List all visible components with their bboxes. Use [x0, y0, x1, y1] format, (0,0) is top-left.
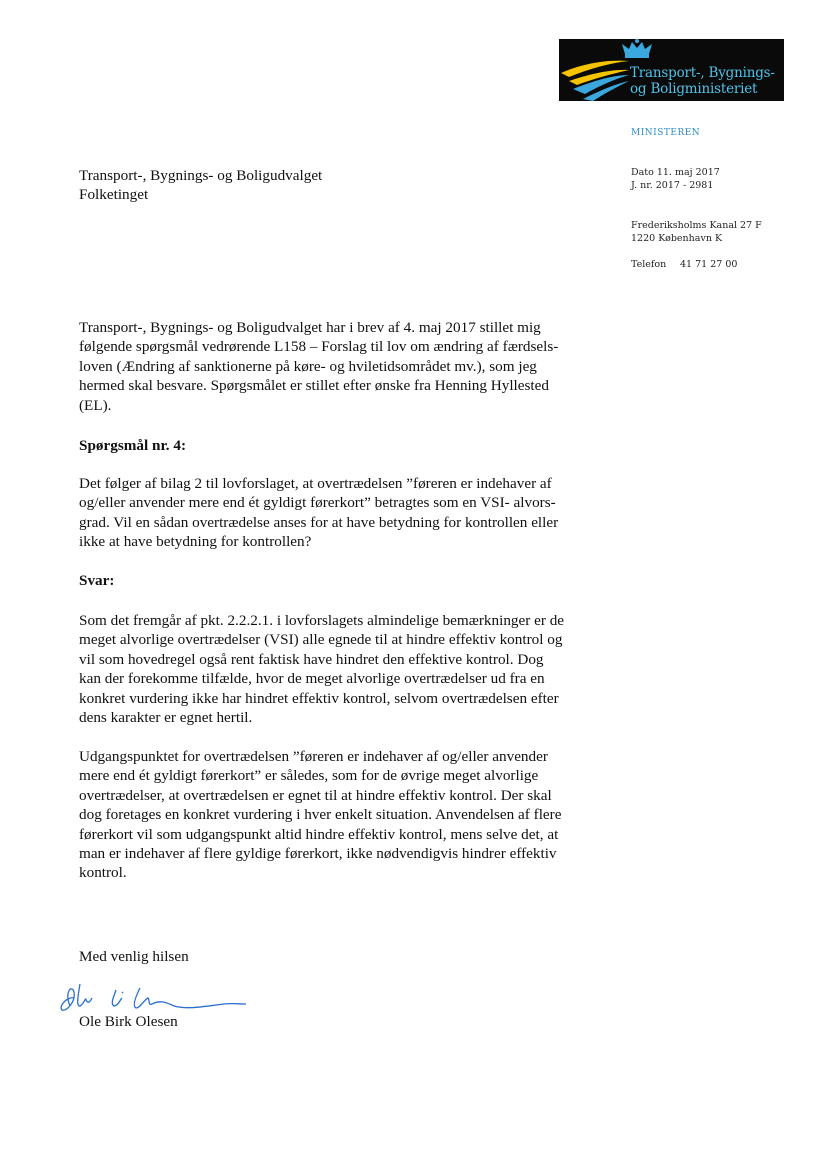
phone-number: 41 71 27 00	[680, 259, 738, 270]
signer-name: Ole Birk Olesen	[79, 1013, 178, 1030]
crown-icon	[622, 39, 652, 58]
answer-line: man er indehaver af flere gyldige førerkort, ikke nødvendigvis hindrer effektiv	[79, 845, 557, 863]
intro-line: (EL).	[79, 396, 112, 414]
question-paragraph	[79, 474, 599, 552]
question-line: Det følger af bilag 2 til lovforslaget, at overtrædelsen ”føreren er indehaver af	[79, 475, 552, 492]
recipient-line-2: Folketinget	[79, 186, 149, 204]
logo-line-1: Transport-, Bygnings-	[630, 65, 775, 81]
address-line-1: Frederiksholms Kanal 27 F	[631, 220, 762, 231]
closing-greeting: Med venlig hilsen	[79, 948, 189, 965]
question-line: ikke at have betydning for kontrollen?	[79, 533, 312, 551]
answer-paragraph-1	[79, 611, 599, 727]
sender-office-label: MINISTEREN	[631, 128, 701, 138]
question-heading: Spørgsmål nr. 4:	[79, 437, 187, 454]
recipient-block	[79, 166, 599, 205]
answer-line: vil som hovedregel også rent faktisk have hindret den effektive kontrol. Dog	[79, 650, 544, 668]
answer-line: kontrol.	[79, 864, 127, 882]
journal-number: J. nr. 2017 - 2981	[631, 180, 714, 191]
intro-paragraph	[79, 318, 599, 415]
answer-line: Udgangspunktet for overtrædelsen ”føreren er indehaver af og/eller anvender	[79, 748, 548, 765]
address-line-2: 1220 København K	[631, 233, 723, 244]
answer-line: førerkort vil som udgangspunkt altid hindre effektiv kontrol, mens selve det, at	[79, 825, 559, 843]
logo-line-2: og Boligministeriet	[630, 80, 758, 97]
question-line: grad. Vil en sådan overtrædelse anses for at have betydning for kontrollen eller	[79, 513, 559, 531]
answer-heading: Svar:	[79, 572, 115, 589]
answer-line: meget alvorlige overtrædelser (VSI) alle egnede til at hindre effektiv kontrol og	[79, 631, 563, 649]
intro-line: følgende spørgsmål vedrørende L158 – Forslag til lov om ændring af færdsels-	[79, 338, 559, 356]
intro-line: loven (Ændring af sanktionerne på køre- og hviletidsområdet mv.), som jeg	[79, 357, 537, 375]
question-line: og/eller anvender mere end ét gyldigt førerkort” betragtes som en VSI- alvors-	[79, 494, 556, 512]
answer-line: konkret vurdering ikke har hindret effektiv kontrol, selvom overtrædelsen efter	[79, 689, 559, 707]
answer-paragraph-2	[79, 747, 599, 883]
answer-line: dens karakter er egnet hertil.	[79, 709, 253, 727]
recipient-line-1: Transport-, Bygnings- og Boligudvalget	[79, 167, 323, 184]
answer-line: mere end ét gyldigt førerkort” er således, som for de øvrige meget alvorlige	[79, 767, 539, 785]
answer-line: kan der forekomme tilfælde, hvor de meget alvorlige overtrædelser ud fra en	[79, 670, 545, 688]
answer-line: Som det fremgår af pkt. 2.2.2.1. i lovforslagets almindelige bemærkninger er de	[79, 612, 565, 629]
date-line: Dato 11. maj 2017	[631, 167, 720, 178]
logo-wordmark	[630, 66, 775, 97]
ministry-logo	[559, 39, 784, 101]
phone-label: Telefon	[631, 259, 667, 270]
intro-line: hermed skal besvare. Spørgsmålet er stillet efter ønske fra Henning Hyllested	[79, 377, 549, 395]
answer-line: dog foretages en konkret vurdering i hver enkelt situation. Anvendelsen af flere	[79, 806, 562, 824]
answer-line: overtrædelser, at overtrædelsen er egnet til at hindre effektiv kontrol. Der skal	[79, 786, 552, 804]
intro-line: Transport-, Bygnings- og Boligudvalget har i brev af 4. maj 2017 stillet mig	[79, 319, 541, 336]
